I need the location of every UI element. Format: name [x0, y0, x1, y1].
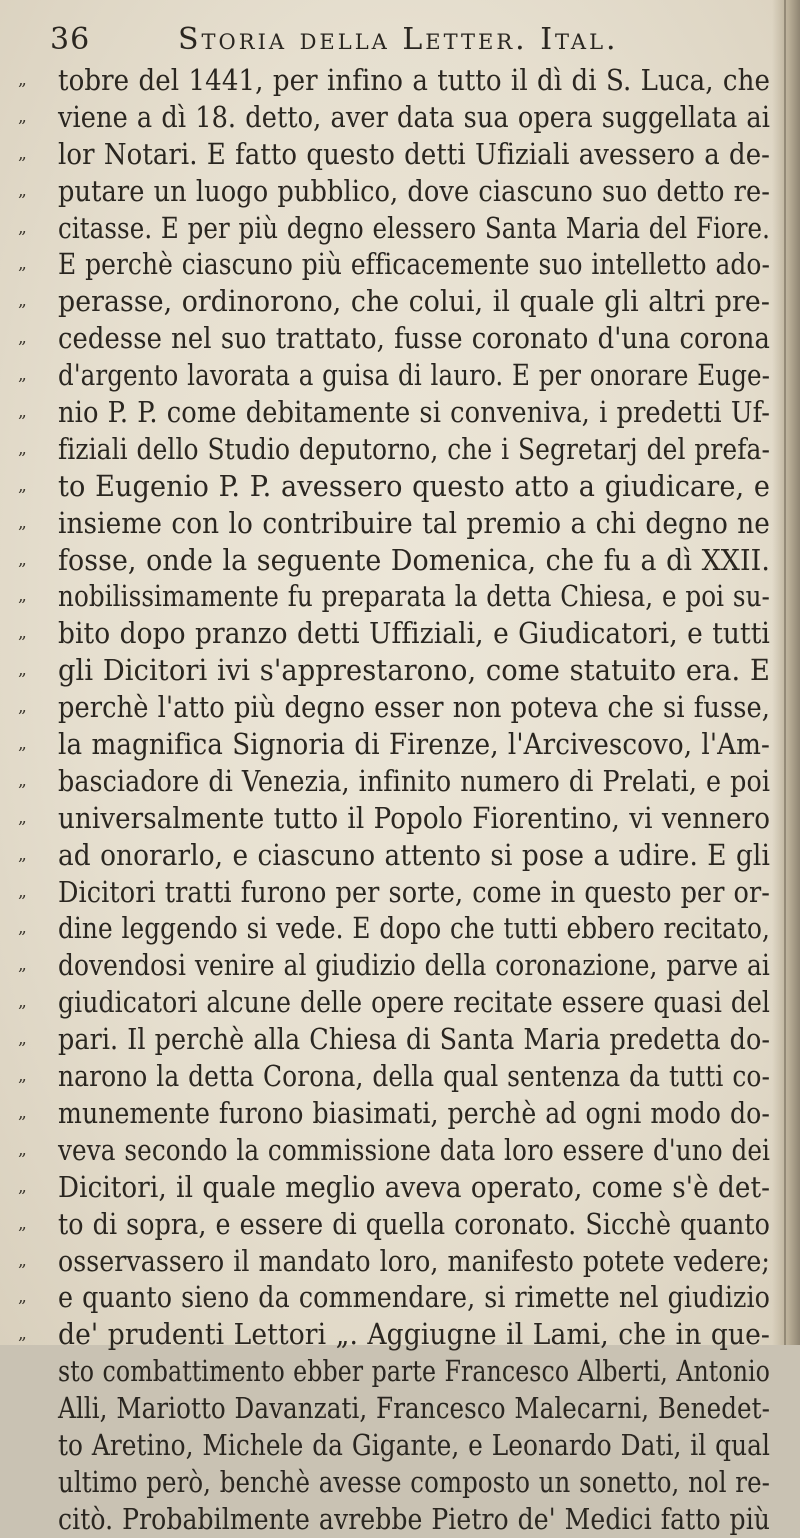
- line-text: nio P. P. come debitamente si conveniva, i predetti Uf-: [58, 395, 771, 430]
- text-line: [18, 1058, 778, 1095]
- line-text: ad onorarlo, e ciascuno attento si pose a udire. E gli: [58, 837, 770, 872]
- line-text: to Eugenio P. P. avessero questo atto a giudicare, e: [58, 468, 771, 503]
- line-text: to di sopra, e essere di quella coronato. Sicchè quanto: [58, 1206, 771, 1241]
- text-line: [18, 542, 778, 579]
- quote-mark: „: [18, 254, 27, 275]
- text-line: [18, 357, 778, 394]
- quote-mark: „: [18, 549, 27, 570]
- quote-mark: „: [18, 180, 27, 201]
- text-line: [18, 283, 778, 320]
- text-line: [18, 62, 778, 99]
- text-line: [18, 1390, 778, 1427]
- page-edge-line: [784, 0, 786, 1345]
- line-text: to Aretino, Michele da Gigante, e Leonardo Dati, il qual: [58, 1427, 770, 1462]
- text-line: [18, 1464, 778, 1501]
- quote-mark: „: [18, 734, 27, 755]
- line-text: insieme con lo contribuire tal premio a chi degno ne: [58, 505, 770, 540]
- text-line: [18, 1353, 778, 1390]
- line-text: citò. Probabilmente avrebbe Pietro de' Medici fatto più: [58, 1501, 771, 1536]
- line-text: fosse, onde la seguente Domenica, che fu a dì XXII.: [58, 542, 770, 577]
- quote-mark: „: [18, 1250, 27, 1271]
- quote-mark: „: [18, 438, 27, 459]
- text-line: [18, 1169, 778, 1206]
- line-text: basciadore di Venezia, infinito numero di Prelati, e poi: [58, 763, 771, 798]
- quote-mark: „: [18, 660, 27, 681]
- quote-mark: „: [18, 1176, 27, 1197]
- text-line: [18, 910, 778, 947]
- line-text: citasse. E per più degno elessero Santa Maria del Fiore.: [58, 210, 771, 245]
- line-text: narono la detta Corona, della qual sentenza da tutti co-: [58, 1059, 770, 1094]
- line-text: gli Dicitori ivi s'apprestarono, come statuito era. E: [58, 653, 770, 688]
- text-line: [18, 1316, 778, 1353]
- line-text: Dicitori, il quale meglio aveva operato, come s'è det-: [58, 1169, 771, 1204]
- quote-mark: „: [18, 1324, 27, 1345]
- line-text: e quanto sieno da commendare, si rimette nel giudizio: [58, 1280, 771, 1315]
- text-line: [18, 320, 778, 357]
- line-text: dovendosi venire al giudizio della coronazione, parve ai: [58, 948, 770, 983]
- text-line: [18, 1132, 778, 1169]
- line-text: d'argento lavorata a guisa di lauro. E per onorare Euge-: [58, 358, 771, 393]
- quote-mark: „: [18, 697, 27, 718]
- quote-mark: „: [18, 291, 27, 312]
- text-line: [18, 652, 778, 689]
- line-text: de' prudenti Lettori „. Aggiugne il Lami, che in que-: [58, 1317, 771, 1352]
- text-line: [18, 246, 778, 283]
- line-text: putare un luogo pubblico, dove ciascuno suo detto re-: [58, 173, 771, 208]
- line-text: giudicatori alcune delle opere recitate essere quasi del: [58, 985, 771, 1020]
- text-line: [18, 1427, 778, 1464]
- quote-mark: „: [18, 143, 27, 164]
- text-line: [18, 1243, 778, 1280]
- text-line: [18, 210, 778, 247]
- text-line: [18, 984, 778, 1021]
- line-text: lor Notari. E fatto questo detti Ufiziali avessero a de-: [58, 136, 770, 171]
- text-line: [18, 1095, 778, 1132]
- text-line: [18, 505, 778, 542]
- quote-mark: „: [18, 623, 27, 644]
- quote-mark: „: [18, 1029, 27, 1050]
- line-text: universalmente tutto il Popolo Fiorentino, vi vennero: [58, 800, 771, 835]
- quote-mark: „: [18, 217, 27, 238]
- book-page: [18, 22, 778, 1536]
- text-line: [18, 136, 778, 173]
- line-text: dine leggendo si vede. E dopo che tutti ebbero recitato,: [58, 911, 771, 946]
- line-text: Alli, Mariotto Davanzati, Francesco Malecarni, Benedet-: [58, 1391, 771, 1426]
- quote-mark: „: [18, 328, 27, 349]
- text-line: [18, 763, 778, 800]
- text-line: [18, 578, 778, 615]
- text-line: [18, 431, 778, 468]
- text-line: [18, 1206, 778, 1243]
- line-text: cedesse nel suo trattato, fusse coronato d'una corona: [58, 321, 771, 356]
- line-text: nobilissimamente fu preparata la detta Chiesa, e poi su-: [58, 579, 770, 614]
- quote-mark: „: [18, 1102, 27, 1123]
- text-line: [18, 173, 778, 210]
- text-line: [18, 1021, 778, 1058]
- line-text: ultimo però, benchè avesse composto un sonetto, nol re-: [58, 1464, 770, 1499]
- line-text: viene a dì 18. detto, aver data sua opera suggellata ai: [58, 99, 771, 134]
- text-line: [18, 947, 778, 984]
- line-text: perchè l'atto più degno esser non poteva che si fusse,: [58, 690, 771, 725]
- quote-mark: „: [18, 512, 27, 533]
- quote-mark: „: [18, 586, 27, 607]
- text-line: [18, 394, 778, 431]
- text-line: [18, 726, 778, 763]
- quote-mark: „: [18, 1213, 27, 1234]
- quote-mark: „: [18, 844, 27, 865]
- text-line: [18, 689, 778, 726]
- line-text: bito dopo pranzo detti Uffiziali, e Giudicatori, e tutti: [58, 616, 770, 651]
- quote-mark: „: [18, 955, 27, 976]
- line-text: veva secondo la commissione data loro essere d'uno dei: [58, 1132, 771, 1167]
- line-text: osservassero il mandato loro, manifesto potete vedere;: [58, 1243, 770, 1278]
- line-text: sto combattimento ebber parte Francesco Alberti, Antonio: [58, 1354, 771, 1389]
- line-text: munemente furono biasimati, perchè ad ogni modo do-: [58, 1095, 771, 1130]
- quote-mark: „: [18, 402, 27, 423]
- page-number: 36: [50, 22, 91, 57]
- quote-mark: „: [18, 1139, 27, 1160]
- line-text: perasse, ordinorono, che colui, il quale gli altri pre-: [58, 284, 770, 319]
- text-line: [18, 99, 778, 136]
- quote-mark: „: [18, 992, 27, 1013]
- line-text: la magnifica Signoria di Firenze, l'Arcivescovo, l'Am-: [58, 727, 770, 762]
- quote-mark: „: [18, 1287, 27, 1308]
- quote-mark: „: [18, 881, 27, 902]
- text-line: [18, 1279, 778, 1316]
- text-line: [18, 837, 778, 874]
- line-text: E perchè ciascuno più efficacemente suo intelletto ado-: [58, 247, 770, 282]
- text-line: [18, 1501, 778, 1538]
- text-body: [18, 62, 778, 1538]
- text-line: [18, 800, 778, 837]
- line-text: pari. Il perchè alla Chiesa di Santa Maria predetta do-: [58, 1022, 771, 1057]
- line-text: Dicitori tratti furono per sorte, come in questo per or-: [58, 874, 771, 909]
- text-line: [18, 468, 778, 505]
- quote-mark: „: [18, 475, 27, 496]
- text-line: [18, 874, 778, 911]
- running-head: Storia della Letter. Ital.: [178, 22, 619, 57]
- quote-mark: „: [18, 807, 27, 828]
- quote-mark: „: [18, 1066, 27, 1087]
- quote-mark: „: [18, 106, 27, 127]
- line-text: tobre del 1441, per infino a tutto il dì di S. Luca, che: [58, 63, 770, 97]
- quote-mark: „: [18, 918, 27, 939]
- quote-mark: „: [18, 770, 27, 791]
- line-text: fiziali dello Studio deputorno, che i Segretarj del prefa-: [58, 431, 770, 466]
- page-header: [18, 22, 778, 66]
- text-line: [18, 615, 778, 652]
- quote-mark: „: [18, 365, 27, 386]
- quote-mark: „: [18, 70, 27, 90]
